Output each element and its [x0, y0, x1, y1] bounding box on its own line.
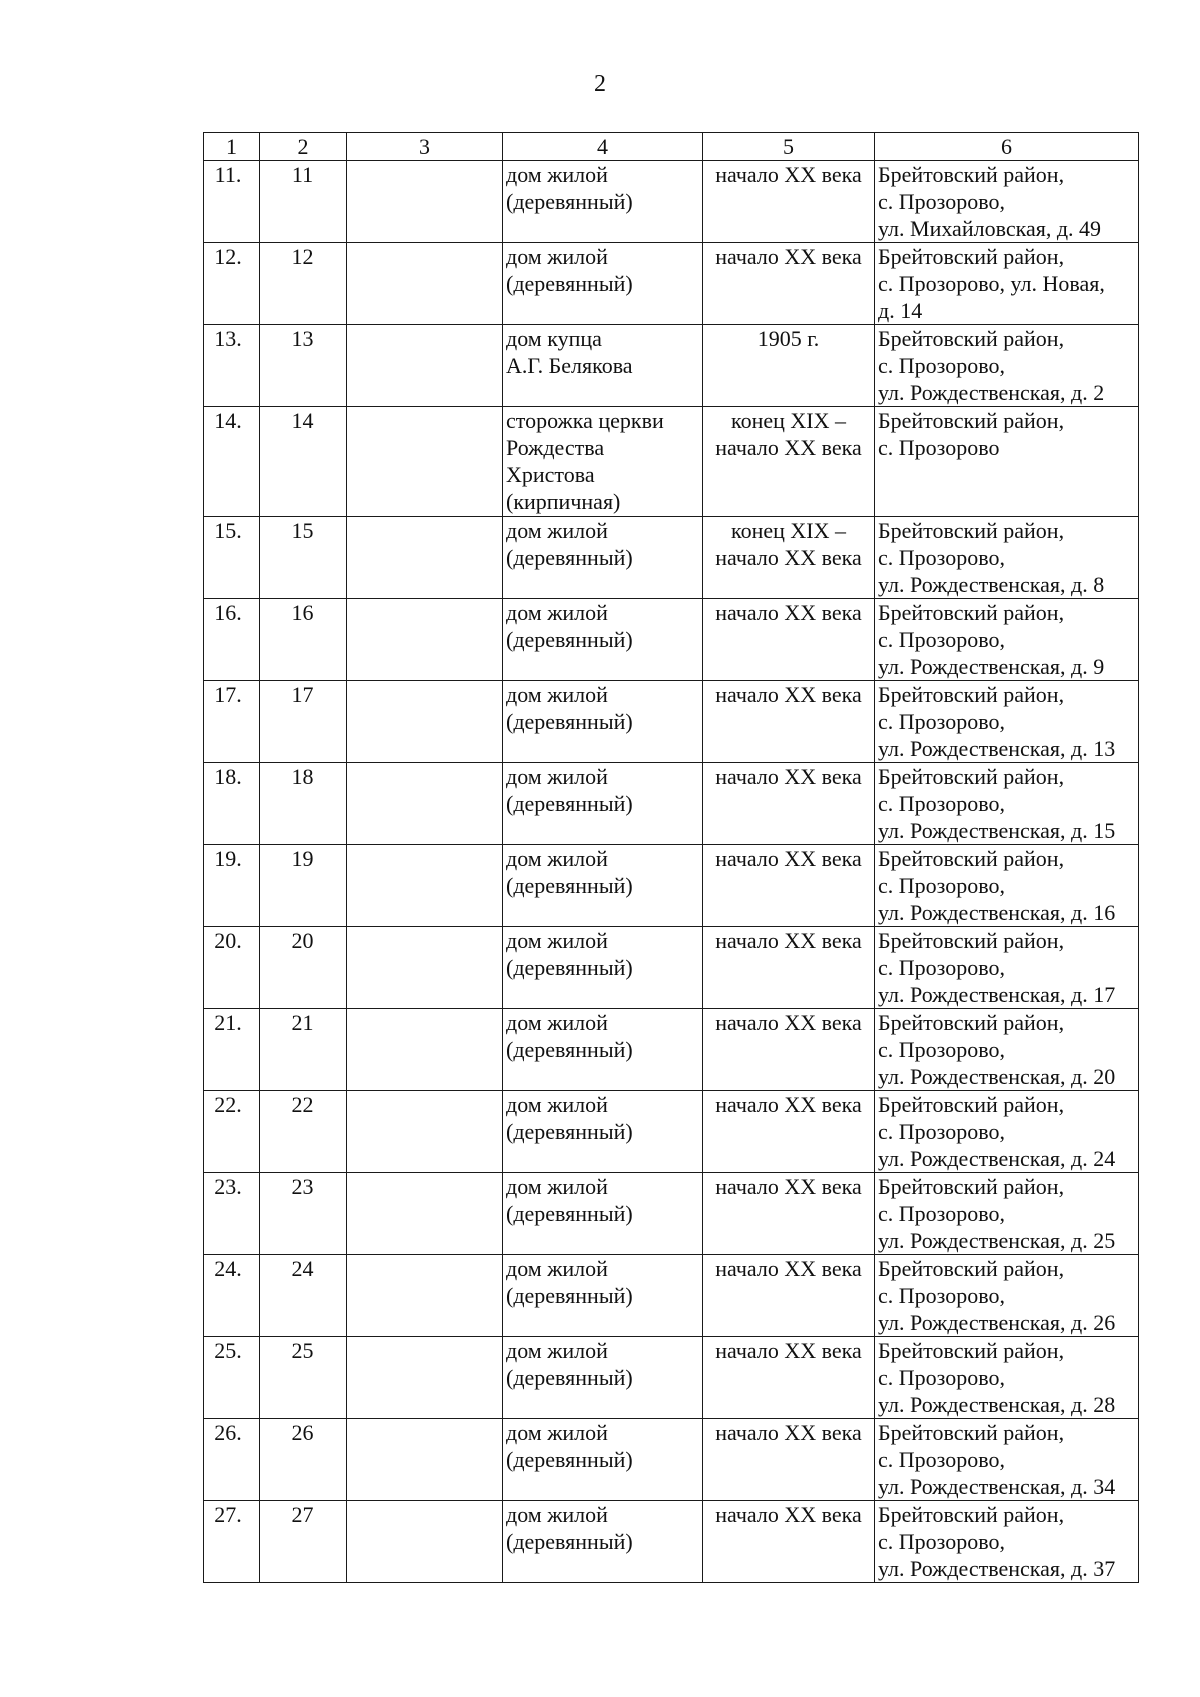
object-address-line: с. Прозорово,	[878, 1447, 1005, 1472]
object-date	[703, 927, 875, 1009]
table-row	[204, 161, 1139, 243]
object-name-line: (деревянный)	[506, 189, 633, 214]
object-address-line: ул. Рождественская, д. 20	[878, 1064, 1116, 1089]
row-number: 16.	[204, 599, 260, 681]
table-row	[204, 763, 1139, 845]
object-name-line: Рождества	[506, 435, 605, 460]
object-name-line: сторожка церкви	[506, 408, 664, 433]
object-date	[703, 1337, 875, 1419]
table-body	[204, 161, 1139, 1583]
object-address	[875, 1091, 1139, 1173]
object-address-line: с. Прозорово,	[878, 1037, 1005, 1062]
object-date-line: начало XX века	[715, 435, 862, 460]
object-address-line: ул. Рождественская, д. 26	[878, 1310, 1116, 1335]
table-row	[204, 1337, 1139, 1419]
table-row	[204, 407, 1139, 517]
object-address-line: ул. Рождественская, д. 24	[878, 1146, 1116, 1171]
object-name-line: (деревянный)	[506, 1037, 633, 1062]
object-date-line: начало XX века	[715, 244, 862, 269]
empty-cell	[347, 1255, 503, 1337]
object-address-line: ул. Михайловская, д. 49	[878, 216, 1102, 241]
row-number: 13.	[204, 325, 260, 407]
register-number: 12	[260, 243, 347, 325]
object-name-line: дом жилой	[506, 600, 608, 625]
object-name-line: (деревянный)	[506, 545, 633, 570]
table-row	[204, 1091, 1139, 1173]
object-name-line: А.Г. Белякова	[506, 353, 633, 378]
object-address-line: с. Прозорово	[878, 435, 1000, 460]
table-row	[204, 1419, 1139, 1501]
object-name-line: (деревянный)	[506, 627, 633, 652]
object-name-line: дом жилой	[506, 1420, 608, 1445]
object-date	[703, 407, 875, 517]
object-address-line: ул. Рождественская, д. 34	[878, 1474, 1116, 1499]
heritage-register-table	[203, 132, 1139, 1583]
object-address-line: с. Прозорово,	[878, 791, 1005, 816]
object-address	[875, 407, 1139, 517]
object-address-line: ул. Рождественская, д. 37	[878, 1556, 1116, 1581]
register-number: 11	[260, 161, 347, 243]
object-name-line: дом жилой	[506, 162, 608, 187]
object-address	[875, 599, 1139, 681]
column-header: 4	[503, 133, 703, 161]
object-name	[503, 927, 703, 1009]
object-address-line: с. Прозорово,	[878, 955, 1005, 980]
object-name-line: (кирпичная)	[506, 489, 621, 514]
object-date-line: конец XIX –	[731, 518, 846, 543]
object-address-line: Брейтовский район,	[878, 1256, 1065, 1281]
register-number: 27	[260, 1501, 347, 1583]
object-address-line: Брейтовский район,	[878, 1092, 1065, 1117]
object-name-line: дом жилой	[506, 1502, 608, 1527]
object-name-line: дом жилой	[506, 1174, 608, 1199]
object-name	[503, 1255, 703, 1337]
object-date-line: начало XX века	[715, 1420, 862, 1445]
object-date-line: начало XX века	[715, 764, 862, 789]
object-date	[703, 1419, 875, 1501]
table-row	[204, 681, 1139, 763]
object-date	[703, 161, 875, 243]
object-name	[503, 1173, 703, 1255]
empty-cell	[347, 1091, 503, 1173]
register-number: 24	[260, 1255, 347, 1337]
object-date-line: начало XX века	[715, 1174, 862, 1199]
object-address-line: Брейтовский район,	[878, 408, 1065, 433]
object-name	[503, 407, 703, 517]
object-address-line: Брейтовский район,	[878, 846, 1065, 871]
object-address-line: с. Прозорово,	[878, 627, 1005, 652]
object-address	[875, 1501, 1139, 1583]
object-name	[503, 325, 703, 407]
row-number: 27.	[204, 1501, 260, 1583]
object-address	[875, 763, 1139, 845]
object-address-line: ул. Рождественская, д. 2	[878, 380, 1105, 405]
object-address-line: с. Прозорово,	[878, 873, 1005, 898]
page-number: 2	[594, 71, 606, 97]
object-name-line: (деревянный)	[506, 1529, 633, 1554]
register-number: 14	[260, 407, 347, 517]
object-name	[503, 845, 703, 927]
object-date-line: начало XX века	[715, 1338, 862, 1363]
register-number: 23	[260, 1173, 347, 1255]
empty-cell	[347, 1173, 503, 1255]
object-date-line: начало XX века	[715, 1092, 862, 1117]
object-address	[875, 681, 1139, 763]
column-header: 3	[347, 133, 503, 161]
object-name	[503, 517, 703, 599]
row-number: 19.	[204, 845, 260, 927]
object-address-line: с. Прозорово, ул. Новая,	[878, 271, 1105, 296]
register-number: 25	[260, 1337, 347, 1419]
register-number: 20	[260, 927, 347, 1009]
empty-cell	[347, 161, 503, 243]
object-address-line: Брейтовский район,	[878, 928, 1065, 953]
object-address-line: Брейтовский район,	[878, 162, 1065, 187]
object-address-line: ул. Рождественская, д. 13	[878, 736, 1116, 761]
object-name-line: (деревянный)	[506, 1365, 633, 1390]
row-number: 26.	[204, 1419, 260, 1501]
table-row	[204, 1501, 1139, 1583]
register-number: 18	[260, 763, 347, 845]
object-name-line: дом жилой	[506, 244, 608, 269]
table-row	[204, 1009, 1139, 1091]
row-number: 14.	[204, 407, 260, 517]
object-address-line: Брейтовский район,	[878, 1174, 1065, 1199]
column-header: 1	[204, 133, 260, 161]
object-date	[703, 681, 875, 763]
object-address-line: Брейтовский район,	[878, 518, 1065, 543]
object-date	[703, 1009, 875, 1091]
object-date	[703, 1255, 875, 1337]
table-row	[204, 243, 1139, 325]
empty-cell	[347, 325, 503, 407]
object-name	[503, 1337, 703, 1419]
object-name	[503, 1009, 703, 1091]
object-date-line: начало XX века	[715, 846, 862, 871]
object-address-line: Брейтовский район,	[878, 1338, 1065, 1363]
object-date-line: начало XX века	[715, 928, 862, 953]
table-row	[204, 325, 1139, 407]
object-address-line: с. Прозорово,	[878, 1119, 1005, 1144]
register-number: 16	[260, 599, 347, 681]
row-number: 23.	[204, 1173, 260, 1255]
object-address	[875, 1419, 1139, 1501]
object-address-line: Брейтовский район,	[878, 600, 1065, 625]
column-header: 2	[260, 133, 347, 161]
object-address	[875, 845, 1139, 927]
empty-cell	[347, 1009, 503, 1091]
table-row	[204, 1173, 1139, 1255]
object-date	[703, 243, 875, 325]
object-address	[875, 927, 1139, 1009]
row-number: 21.	[204, 1009, 260, 1091]
object-name-line: дом жилой	[506, 1010, 608, 1035]
register-number: 15	[260, 517, 347, 599]
object-address-line: ул. Рождественская, д. 25	[878, 1228, 1116, 1253]
table-row	[204, 927, 1139, 1009]
object-name-line: дом жилой	[506, 518, 608, 543]
row-number: 15.	[204, 517, 260, 599]
object-date-line: конец XIX –	[731, 408, 846, 433]
object-name	[503, 1419, 703, 1501]
object-name-line: (деревянный)	[506, 1119, 633, 1144]
object-date	[703, 599, 875, 681]
register-number: 17	[260, 681, 347, 763]
object-date	[703, 1173, 875, 1255]
table-row	[204, 845, 1139, 927]
object-address	[875, 1173, 1139, 1255]
object-address-line: с. Прозорово,	[878, 1201, 1005, 1226]
object-name-line: (деревянный)	[506, 271, 633, 296]
object-name	[503, 243, 703, 325]
table-header-row	[204, 133, 1139, 161]
empty-cell	[347, 763, 503, 845]
object-name	[503, 1501, 703, 1583]
row-number: 11.	[204, 161, 260, 243]
object-address	[875, 325, 1139, 407]
object-name-line: дом жилой	[506, 846, 608, 871]
object-name-line: (деревянный)	[506, 709, 633, 734]
object-address-line: Брейтовский район,	[878, 682, 1065, 707]
object-address-line: Брейтовский район,	[878, 244, 1065, 269]
row-number: 17.	[204, 681, 260, 763]
column-header: 5	[703, 133, 875, 161]
object-address-line: ул. Рождественская, д. 8	[878, 572, 1105, 597]
object-address-line: с. Прозорово,	[878, 1529, 1005, 1554]
object-address-line: Брейтовский район,	[878, 1420, 1065, 1445]
object-date	[703, 1501, 875, 1583]
object-address-line: Брейтовский район,	[878, 326, 1065, 351]
object-address-line: Брейтовский район,	[878, 1010, 1065, 1035]
empty-cell	[347, 599, 503, 681]
object-date	[703, 325, 875, 407]
object-address-line: с. Прозорово,	[878, 545, 1005, 570]
object-address-line: Брейтовский район,	[878, 764, 1065, 789]
object-address	[875, 1009, 1139, 1091]
object-name-line: дом купца	[506, 326, 602, 351]
object-name	[503, 1091, 703, 1173]
empty-cell	[347, 243, 503, 325]
object-date	[703, 517, 875, 599]
object-name-line: (деревянный)	[506, 1201, 633, 1226]
object-name-line: дом жилой	[506, 1256, 608, 1281]
object-name-line: (деревянный)	[506, 791, 633, 816]
object-address	[875, 1337, 1139, 1419]
object-date	[703, 845, 875, 927]
object-name-line: (деревянный)	[506, 1283, 633, 1308]
object-date-line: начало XX века	[715, 1502, 862, 1527]
row-number: 18.	[204, 763, 260, 845]
object-date-line: начало XX века	[715, 1010, 862, 1035]
object-name-line: (деревянный)	[506, 873, 633, 898]
object-date-line: начало XX века	[715, 545, 862, 570]
object-name-line: дом жилой	[506, 764, 608, 789]
object-date	[703, 1091, 875, 1173]
object-address	[875, 1255, 1139, 1337]
object-address-line: с. Прозорово,	[878, 353, 1005, 378]
register-number: 13	[260, 325, 347, 407]
register-number: 22	[260, 1091, 347, 1173]
object-name	[503, 599, 703, 681]
object-name-line: Христова	[506, 462, 595, 487]
object-address-line: ул. Рождественская, д. 17	[878, 982, 1116, 1007]
object-date-line: начало XX века	[715, 1256, 862, 1281]
row-number: 22.	[204, 1091, 260, 1173]
empty-cell	[347, 681, 503, 763]
empty-cell	[347, 517, 503, 599]
object-address-line: Брейтовский район,	[878, 1502, 1065, 1527]
object-address-line: с. Прозорово,	[878, 189, 1005, 214]
object-date-line: начало XX века	[715, 162, 862, 187]
object-name	[503, 681, 703, 763]
object-address-line: с. Прозорово,	[878, 1283, 1005, 1308]
empty-cell	[347, 1501, 503, 1583]
empty-cell	[347, 927, 503, 1009]
object-name	[503, 763, 703, 845]
register-number: 19	[260, 845, 347, 927]
object-date	[703, 763, 875, 845]
empty-cell	[347, 1419, 503, 1501]
object-address-line: ул. Рождественская, д. 15	[878, 818, 1116, 843]
object-date-line: начало XX века	[715, 600, 862, 625]
column-header: 6	[875, 133, 1139, 161]
table-row	[204, 1255, 1139, 1337]
register-number: 21	[260, 1009, 347, 1091]
object-address-line: с. Прозорово,	[878, 1365, 1005, 1390]
register-number: 26	[260, 1419, 347, 1501]
object-address-line: с. Прозорово,	[878, 709, 1005, 734]
object-name	[503, 161, 703, 243]
object-name-line: дом жилой	[506, 682, 608, 707]
table-row	[204, 517, 1139, 599]
empty-cell	[347, 845, 503, 927]
object-address-line: ул. Рождественская, д. 28	[878, 1392, 1116, 1417]
object-name-line: дом жилой	[506, 928, 608, 953]
object-address-line: ул. Рождественская, д. 9	[878, 654, 1105, 679]
row-number: 25.	[204, 1337, 260, 1419]
empty-cell	[347, 1337, 503, 1419]
object-name-line: дом жилой	[506, 1338, 608, 1363]
object-name-line: дом жилой	[506, 1092, 608, 1117]
object-address-line: д. 14	[878, 298, 923, 323]
row-number: 24.	[204, 1255, 260, 1337]
object-date-line: 1905 г.	[757, 326, 820, 351]
object-address	[875, 243, 1139, 325]
object-name-line: (деревянный)	[506, 955, 633, 980]
object-address	[875, 161, 1139, 243]
object-name-line: (деревянный)	[506, 1447, 633, 1472]
row-number: 12.	[204, 243, 260, 325]
object-date-line: начало XX века	[715, 682, 862, 707]
empty-cell	[347, 407, 503, 517]
row-number: 20.	[204, 927, 260, 1009]
object-address-line: ул. Рождественская, д. 16	[878, 900, 1116, 925]
table-row	[204, 599, 1139, 681]
object-address	[875, 517, 1139, 599]
